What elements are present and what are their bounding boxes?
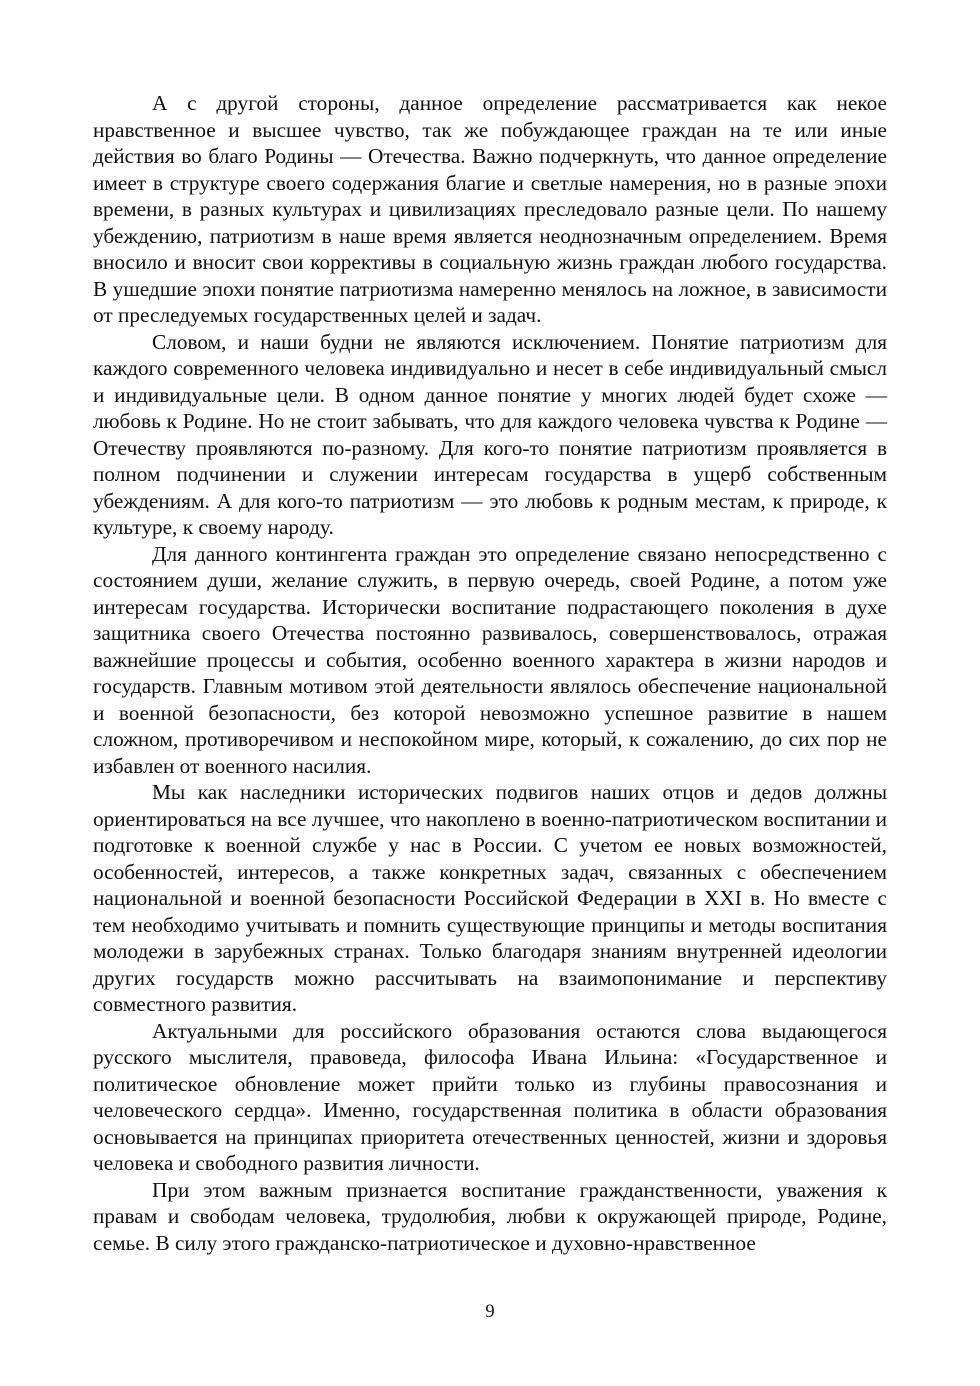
- paragraph: Актуальными для российского образования остаются слова выдающегося русского мыслителя, правоведа, философа Ивана Ильина: «Государственное и политическое обновление может прийти только из глубины правосознания и человеческого сердца». Именно, государственная политика в области образования основывается на принципах приоритета отечественных ценностей, жизни и здоровья человека и свободного развития личности.: [93, 1018, 887, 1175]
- paragraph: Словом, и наши будни не являются исключением. Понятие патриотизм для каждого современного человека индивидуально и несет в себе индивидуальный смысл и индивидуальные цели. В одном данное понятие у многих людей будет схоже — любовь к Родине. Но не стоит забывать, что для каждого человека чувства к Родине — Отечеству проявляются по-разному. Для кого-то понятие патриотизм проявляется в полном подчинении и служении интересам государства в ущерб собственным убеждениям. А для кого-то патриотизм — это любовь к родным местам, к природе, к культуре, к своему народу.: [93, 329, 887, 539]
- paragraph: При этом важным признается воспитание гражданственности, уважения к правам и свободам человека, трудолюбия, любви к окружающей природе, Родине, семье. В силу этого гражданско-патриотическое и духовно-нравственное: [93, 1177, 887, 1255]
- page-body: [93, 90, 887, 1256]
- paragraph: Мы как наследники исторических подвигов наших отцов и дедов должны ориентироваться на все лучшее, что накоплено в военно-патриотическом воспитании и подготовке к военной службе у нас в России. С учетом ее новых возможностей, особенностей, интересов, а также конкретных задач, связанных с обеспечением национальной и военной безопасности Российской Федерации в XXI в. Но вместе с тем необходимо учитывать и помнить существующие принципы и методы воспитания молодежи в зарубежных странах. Только благодаря знаниям внутренней идеологии других государств можно рассчитывать на взаимопонимание и перспективу совместного развития.: [93, 780, 887, 1016]
- page-number: 9: [485, 1302, 495, 1322]
- paragraph: Для данного контингента граждан это определение связано непосредственно с состоянием души, желание служить, в первую очередь, своей Родине, а потом уже интересам государства. Исторически воспитание подрастающего поколения в духе защитника своего Отечества постоянно развивалось, совершенствовалось, отражая важнейшие процессы и события, особенно военного характера в жизни народов и государств. Главным мотивом этой деятельности являлось обеспечение национальной и военной безопасности, без которой невозможно успешное развитие в нашем сложном, противоречивом и неспокойном мире, который, к сожалению, до сих пор не избавлен от военного насилия.: [93, 541, 887, 778]
- paragraph: А с другой стороны, данное определение рассматривается как некое нравственное и высшее чувство, так же побуждающее граждан на те или иные действия во благо Родины — Отечества. Важно подчеркнуть, что данное определение имеет в структуре своего содержания благие и светлые намерения, но в разные эпохи времени, в разных культурах и цивилизациях преследовало разные цели. По нашему убеждению, патриотизм в наше время является неоднозначным определением. Время вносило и вносит свои коррективы в социальную жизнь граждан любого государства. В ушедшие эпохи понятие патриотизма намеренно менялось на ложное, в зависимости от преследуемых государственных целей и задач.: [93, 91, 887, 327]
